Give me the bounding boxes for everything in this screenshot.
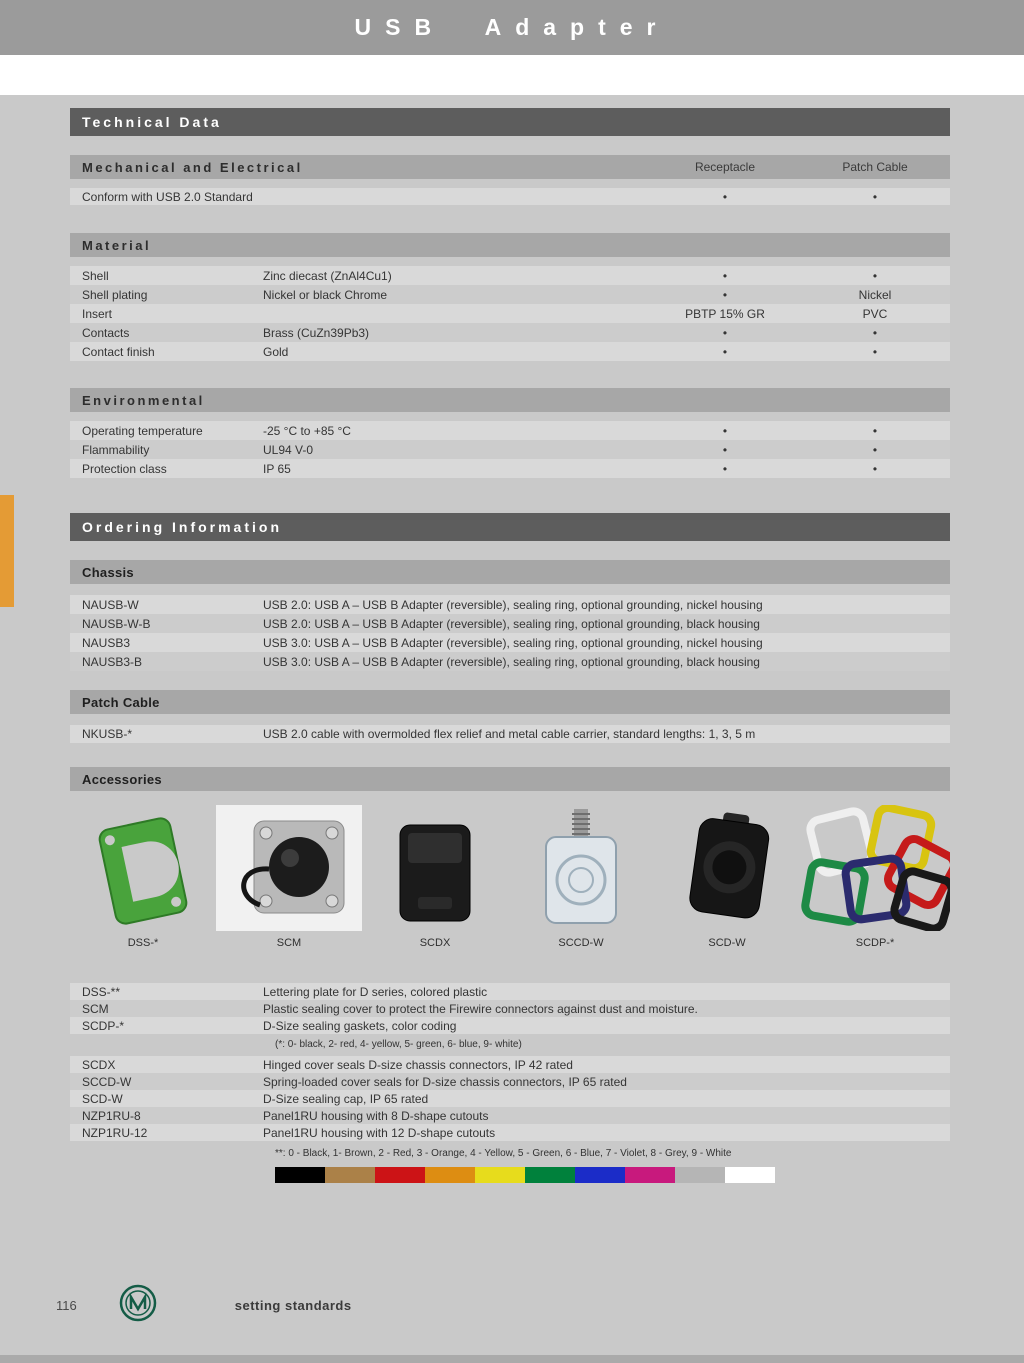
table-row (70, 323, 950, 342)
swatch-grey (675, 1167, 725, 1183)
row-value: Gold (263, 344, 289, 359)
patch-cable-cell: • (872, 423, 878, 438)
scdp-product-image (800, 805, 950, 931)
row-value: Nickel or black Chrome (263, 287, 388, 302)
swatch-brown (325, 1167, 375, 1183)
table-row (70, 440, 950, 459)
subsection-title: Environmental (82, 392, 205, 408)
part-number: SCD-W (82, 1091, 123, 1106)
part-number: NAUSB3-B (82, 654, 143, 669)
receptacle-cell: • (722, 344, 728, 359)
patch-cable-cell: • (872, 325, 878, 340)
part-number: SCDP-* (82, 1018, 125, 1033)
accessory-product-photos (70, 805, 950, 955)
patch-cable-cell: • (872, 461, 878, 476)
row-label: Operating temperature (82, 423, 203, 438)
column-headers (650, 160, 950, 174)
sccd-w-product-image (526, 805, 636, 931)
subsection-title: Chassis (82, 564, 134, 580)
scm-product-image (216, 805, 362, 931)
product-scd-w (654, 805, 800, 955)
part-description: Hinged cover seals D-size chassis connectors, IP 42 rated (263, 1057, 573, 1072)
patch-cable-cell: • (872, 344, 878, 359)
row-label: Contact finish (82, 344, 155, 359)
row-value: IP 65 (263, 461, 291, 476)
row-label: Shell (82, 268, 109, 283)
swatch-violet (625, 1167, 675, 1183)
color-code-swatches (275, 1167, 950, 1183)
product-caption: SCD-W (708, 937, 746, 949)
table-row (70, 983, 950, 1000)
page-edge-tab (0, 495, 14, 607)
part-description: USB 3.0: USB A – USB B Adapter (reversible), sealing ring, optional grounding, nickel housing (263, 635, 763, 650)
swatch-black (275, 1167, 325, 1183)
swatch-green (525, 1167, 575, 1183)
subsection-title: Mechanical and Electrical (82, 159, 303, 175)
product-scdx (362, 805, 508, 955)
table-row (70, 188, 950, 205)
part-description: USB 2.0: USB A – USB B Adapter (reversible), sealing ring, optional grounding, black housing (263, 616, 760, 631)
table-row (70, 459, 950, 478)
part-description: Panel1RU housing with 12 D-shape cutouts (263, 1125, 496, 1140)
part-number: NAUSB3 (82, 635, 131, 650)
part-number: SCM (82, 1001, 109, 1016)
row-value: Zinc diecast (ZnAl4Cu1) (263, 268, 392, 283)
part-number: SCDX (82, 1057, 116, 1072)
product-scdp (800, 805, 950, 955)
swatch-white (725, 1167, 775, 1183)
patch-cable-cell: Nickel (858, 287, 892, 302)
table-row (70, 342, 950, 361)
table-row (70, 1073, 950, 1090)
product-dss (70, 805, 216, 955)
table-row (70, 595, 950, 614)
table-row (70, 1017, 950, 1034)
product-scm (216, 805, 362, 955)
subsection-title: Patch Cable (82, 694, 160, 710)
bottom-edge-strip (0, 1355, 1024, 1363)
swatch-red (375, 1167, 425, 1183)
product-caption: SCCD-W (558, 937, 604, 949)
receptacle-cell: • (722, 442, 728, 457)
part-description: D-Size sealing cap, IP 65 rated (263, 1091, 429, 1106)
table-row (70, 1000, 950, 1017)
patch-cable-cell: PVC (862, 306, 888, 321)
color-code-footnote-double-star: **: 0 - Black, 1- Brown, 2 - Red, 3 - Orange, 4 - Yellow, 5 - Green, 6 - Blue, 7 - Violet, 8 - Grey, 9 - White (275, 1148, 732, 1159)
patch-cable-cell: • (872, 268, 878, 283)
receptacle-cell: • (722, 423, 728, 438)
section-header-technical-data (70, 108, 950, 136)
part-number: NKUSB-* (82, 727, 133, 741)
row-value: UL94 V-0 (263, 442, 314, 457)
receptacle-cell: • (722, 325, 728, 340)
section-title: Ordering Information (82, 519, 282, 535)
row-label: Conform with USB 2.0 Standard (82, 189, 253, 204)
part-description: USB 2.0: USB A – USB B Adapter (reversible), sealing ring, optional grounding, nickel housing (263, 597, 763, 612)
patch-cable-cell: • (872, 442, 878, 457)
page-title: USB Adapter (354, 14, 670, 40)
table-row (70, 1056, 950, 1073)
swatch-orange (425, 1167, 475, 1183)
neutrik-logo (119, 1284, 157, 1327)
section-title: Technical Data (82, 114, 222, 130)
receptacle-cell: • (722, 268, 728, 283)
subsection-title: Material (82, 237, 152, 253)
table-row (70, 652, 950, 671)
part-number: NZP1RU-12 (82, 1125, 148, 1140)
row-value: -25 °C to +85 °C (263, 423, 351, 438)
swatch-blue (575, 1167, 625, 1183)
table-row (70, 1090, 950, 1107)
page-header-band (0, 0, 1024, 55)
receptacle-cell: • (722, 189, 728, 204)
table-row (70, 1107, 950, 1124)
table-row (70, 725, 950, 743)
subsection-header-environmental (70, 388, 950, 412)
table-row (70, 266, 950, 285)
part-description: D-Size sealing gaskets, color coding (263, 1018, 457, 1033)
table-row (70, 421, 950, 440)
page-number: 116 (56, 1298, 77, 1313)
section-header-ordering-information (70, 513, 950, 541)
receptacle-cell: • (722, 461, 728, 476)
product-caption: SCDX (419, 937, 451, 949)
part-number: DSS-** (82, 984, 121, 999)
receptacle-cell: • (722, 287, 728, 302)
part-description: Panel1RU housing with 8 D-shape cutouts (263, 1108, 489, 1123)
part-description: USB 3.0: USB A – USB B Adapter (reversible), sealing ring, optional grounding, black housing (263, 654, 760, 669)
table-row (70, 304, 950, 323)
subsection-header-patch-cable (70, 690, 950, 714)
part-description: Spring-loaded cover seals for D-size chassis connectors, IP 65 rated (263, 1074, 627, 1089)
page-footer (56, 1284, 352, 1327)
part-description: Lettering plate for D series, colored plastic (263, 984, 488, 999)
table-row (70, 614, 950, 633)
row-value: Brass (CuZn39Pb3) (263, 325, 370, 340)
row-label: Protection class (82, 461, 167, 476)
product-caption: SCM (276, 937, 302, 949)
part-description: USB 2.0 cable with overmolded flex relief and metal cable carrier, standard lengths: 1, 3, 5 m (263, 727, 756, 741)
subsection-header-material (70, 233, 950, 257)
part-number: NZP1RU-8 (82, 1108, 141, 1123)
part-number: NAUSB-W-B (82, 616, 151, 631)
subsection-header-mechanical (70, 155, 950, 179)
header-gap (0, 55, 1024, 95)
product-caption: DSS-* (127, 937, 159, 949)
footer-tagline: setting standards (234, 1298, 352, 1313)
dss-product-image (89, 805, 197, 931)
scdx-product-image (388, 805, 482, 931)
receptacle-cell: PBTP 15% GR (685, 306, 765, 321)
column-header-patch-cable: Patch Cable (842, 160, 908, 174)
row-label: Contacts (82, 325, 130, 340)
subsection-title: Accessories (82, 771, 162, 787)
subsection-header-accessories (70, 767, 950, 791)
table-row (70, 633, 950, 652)
part-description: Plastic sealing cover to protect the Firewire connectors against dust and moisture. (263, 1001, 698, 1016)
part-number: SCCD-W (82, 1074, 132, 1089)
row-label: Flammability (82, 442, 150, 457)
row-label: Shell plating (82, 287, 148, 302)
subsection-header-chassis (70, 560, 950, 584)
column-header-receptacle: Receptacle (694, 160, 756, 174)
color-code-footnote-single-star: (*: 0- black, 2- red, 4- yellow, 5- green, 6- blue, 9- white) (275, 1039, 522, 1050)
table-row (70, 285, 950, 304)
patch-cable-cell: • (872, 189, 878, 204)
row-label: Insert (82, 306, 113, 321)
product-caption: SCDP-* (855, 937, 895, 949)
swatch-yellow (475, 1167, 525, 1183)
product-sccd-w (508, 805, 654, 955)
table-row (70, 1124, 950, 1141)
content-area (70, 95, 950, 1183)
part-number: NAUSB-W (82, 597, 139, 612)
scd-w-product-image (672, 805, 782, 931)
